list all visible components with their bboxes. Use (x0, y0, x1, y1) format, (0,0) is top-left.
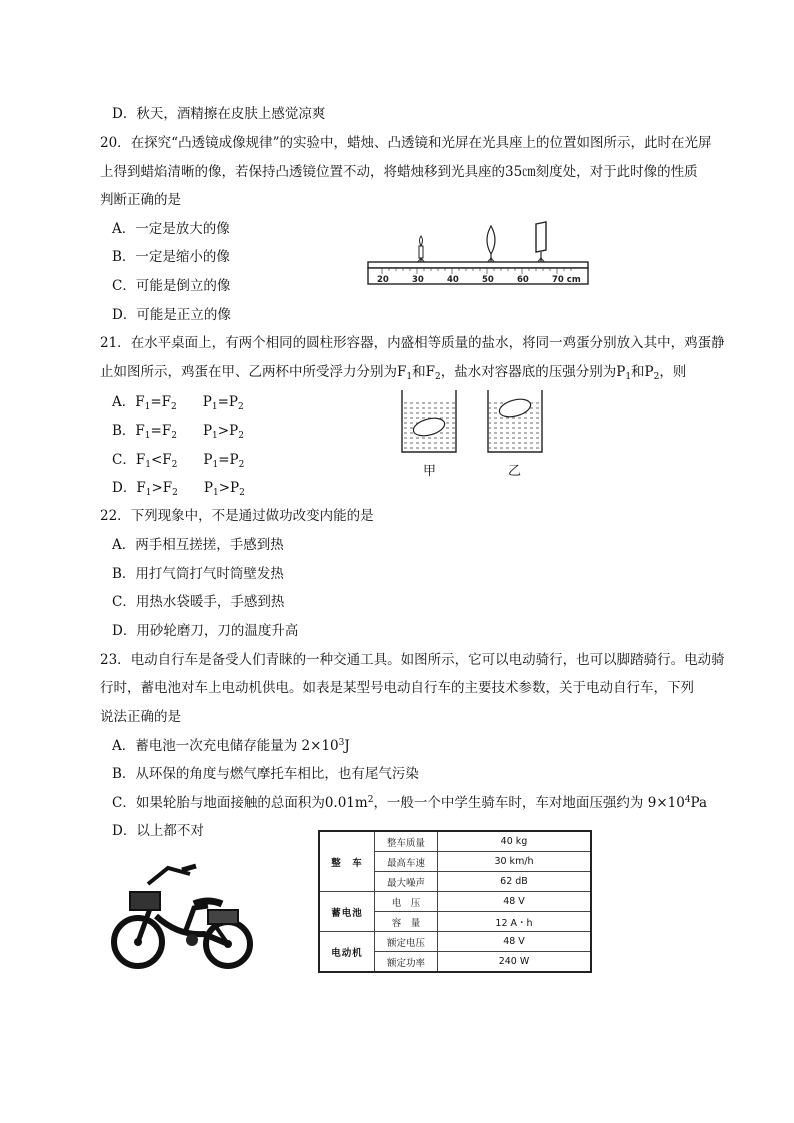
optical-bench-figure (366, 218, 592, 286)
table-group-motor: 电动机 (319, 932, 375, 973)
q21-option-b: B．$F_1=F_2$ $P_1>P_2$ (112, 423, 244, 441)
scale-label-30: 30 (412, 275, 424, 285)
table-value: 12 A・h (438, 912, 592, 932)
table-value: 240 W (438, 952, 592, 973)
beaker-label-jia: 甲 (423, 464, 437, 479)
q21-option-c: C．$F_1<F_2$ $P_1=P_2$ (112, 452, 245, 470)
beakers-figure (398, 386, 548, 456)
table-value: 62 dB (438, 872, 592, 892)
q23-option-c: C．如果轮胎与地面接触的总面积为$0.01m^2$，一般一个中学生骑车时，车对地面压强约为 $9\times 10^4Pa$ (112, 795, 708, 811)
light-screen-icon (536, 222, 546, 262)
table-group-battery: 蓄电池 (319, 892, 375, 932)
scale-label-60: 60 (517, 275, 529, 285)
q22-option-a: A．两手相互搓搓，手感到热 (112, 537, 284, 553)
table-row (319, 892, 591, 912)
q23-option-b: B．从环保的角度与燃气摩托车相比，也有尾气污染 (112, 766, 419, 782)
electric-bicycle-icon (108, 858, 260, 972)
q23-stem-line-2: 行时，蓄电池对车上电动机供电。如表是某型号电动自行车的主要技术参数，关于电动自行车，下列 (100, 680, 694, 696)
q20-option-c: C．可能是倒立的像 (112, 278, 231, 294)
q19-option-d: D．秋天，酒精擦在皮肤上感觉凉爽 (112, 106, 326, 122)
q21-option-a: A．$F_1=F_2$ $P_1=P_2$ (112, 394, 244, 412)
q20-option-a: A．一定是放大的像 (112, 221, 230, 237)
q20-stem-line-2: 上得到蜡焰清晰的像，若保持凸透镜位置不动，将蜡烛移到光具座的35㎝刻度处，对于此时像的性质 (100, 164, 698, 180)
table-value: 48 V (438, 932, 592, 952)
table-key: 容 量 (375, 912, 438, 932)
table-key: 整车质量 (375, 831, 438, 852)
q20-stem-line-3: 判断正确的是 (100, 192, 181, 208)
scale-label-20: 20 (377, 275, 389, 285)
beaker-yi-icon (488, 390, 542, 452)
beaker-label-yi: 乙 (508, 464, 522, 479)
table-value: 48 V (438, 892, 592, 912)
table-key: 最大噪声 (375, 872, 438, 892)
specs-table (318, 830, 592, 973)
q22-stem: 22．下列现象中，不是通过做功改变内能的是 (100, 508, 374, 524)
q21-stem-line-1: 21．在水平桌面上，有两个相同的圆柱形容器，内盛相等质量的盐水，将同一鸡蛋分别放入其中，鸡蛋静 (100, 335, 725, 351)
q21-option-d: D．$F_1>F_2$ $P_1>P_2$ (112, 480, 245, 498)
q23-stem-line-3: 说法正确的是 (100, 709, 181, 725)
q20-option-d: D．可能是正立的像 (112, 307, 231, 323)
table-group-vehicle: 整 车 (319, 831, 375, 892)
table-key: 额定电压 (375, 932, 438, 952)
table-key: 电 压 (375, 892, 438, 912)
q23-option-d: D．以上都不对 (112, 823, 204, 839)
table-value: 30 km/h (438, 852, 592, 872)
table-key: 额定功率 (375, 952, 438, 973)
scale-label-40: 40 (447, 275, 459, 285)
q23-stem-line-1: 23．电动自行车是备受人们青睐的一种交通工具。如图所示，它可以电动骑行，也可以脚踏骑行。电动骑 (100, 652, 725, 668)
table-row (319, 932, 591, 952)
convex-lens-icon (487, 226, 495, 262)
q20-option-b: B．一定是缩小的像 (112, 249, 230, 265)
q20-stem-line-1: 20．在探究“凸透镜成像规律”的实验中，蜡烛、凸透镜和光屏在光具座上的位置如图所示，此时在光屏 (100, 135, 712, 151)
table-key: 最高车速 (375, 852, 438, 872)
q22-option-c: C．用热水袋暖手，手感到热 (112, 594, 285, 610)
scale-label-50: 50 (482, 275, 494, 285)
scale-label-70cm: 70 cm (552, 275, 581, 285)
table-value: 40 kg (438, 831, 592, 852)
table-row (319, 831, 591, 852)
q22-option-b: B．用打气筒打气时筒壁发热 (112, 566, 284, 582)
q22-option-d: D．用砂轮磨刀，刀的温度升高 (112, 623, 299, 639)
beaker-jia-icon (402, 390, 456, 452)
q21-stem-line-2: 止如图所示，鸡蛋在甲、乙两杯中所受浮力分别为$F_1$和$F_2$，盐水对容器底的压强分别为$P_1$和$P_2$，则 (100, 364, 687, 382)
q23-option-a: A．蓄电池一次充电储存能量为 $2\times 10^3J$ (112, 738, 350, 754)
